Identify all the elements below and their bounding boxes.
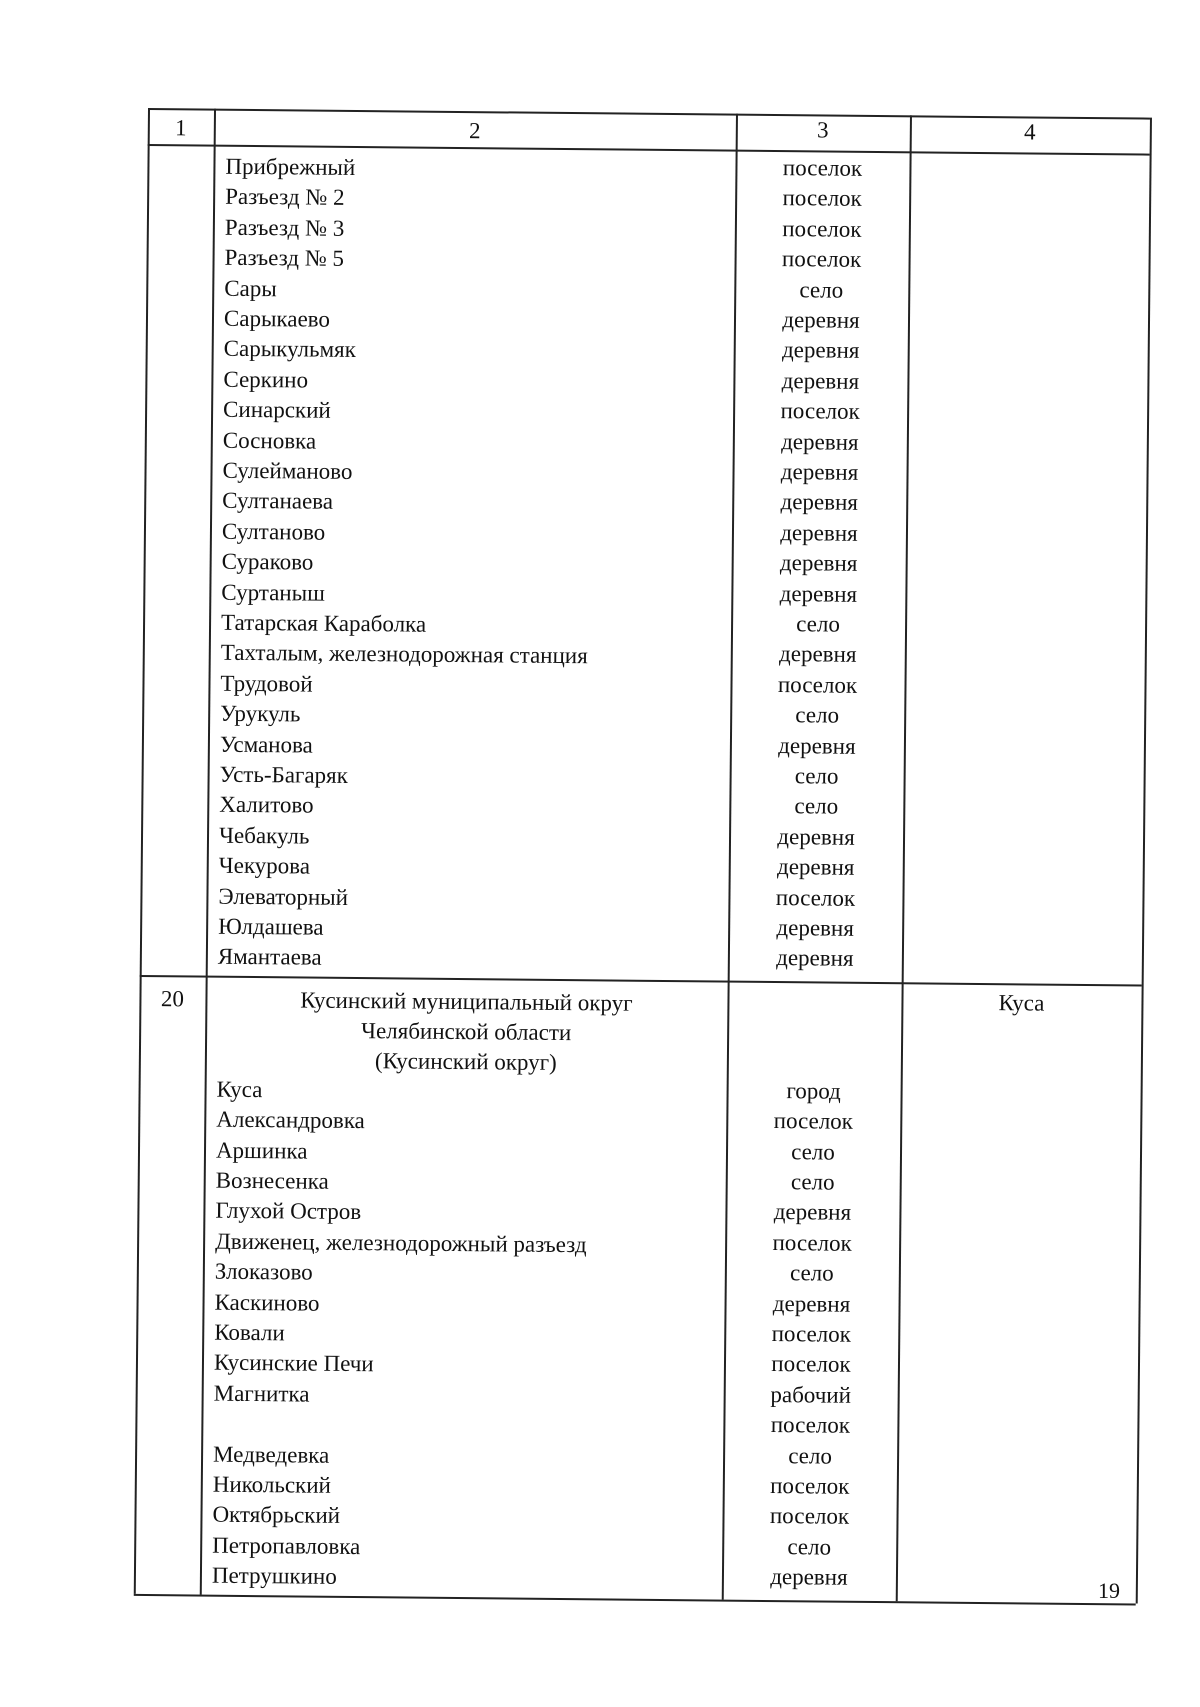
settlement-type: рабочий: [770, 1381, 852, 1408]
settlement-type: поселок: [772, 1229, 852, 1256]
settlements-table: [1, 0, 1200, 1590]
settlement-name: Сураково: [221, 548, 314, 575]
settlement-name: Элеваторный: [218, 883, 349, 910]
settlement-type: деревня: [779, 580, 858, 607]
header-col-3: 3: [816, 117, 829, 143]
settlement-type: поселок: [773, 1108, 854, 1134]
page-number: 19: [1098, 1578, 1120, 1603]
settlement-name: Магнитка: [213, 1380, 310, 1407]
settlement-type: село: [796, 611, 841, 637]
district-title: (Кусинский округ): [374, 1048, 557, 1075]
settlement-name: Халитово: [219, 792, 314, 818]
header-col-4: 4: [1023, 119, 1036, 145]
settlement-name: Сосновка: [222, 427, 317, 454]
settlement-name: Петропавловка: [212, 1532, 361, 1559]
settlement-name: Тахталым, железнодорожная станция: [220, 640, 588, 669]
settlement-type: деревня: [776, 945, 854, 972]
settlement-type: поселок: [771, 1351, 851, 1378]
settlement-name: Султаново: [221, 518, 326, 545]
col-border-left: [134, 108, 150, 1594]
settlement-name: Урукуль: [220, 700, 301, 727]
row-number: 20: [160, 985, 185, 1012]
settlement-name: Серкино: [223, 366, 309, 393]
settlement-type: поселок: [781, 246, 862, 273]
settlement-type: деревня: [779, 641, 857, 668]
settlement-name: Сарыкаево: [223, 305, 331, 332]
settlement-name: Разъезд № 5: [224, 244, 345, 272]
settlement-type: деревня: [772, 1290, 851, 1317]
settlement-type: деревня: [780, 519, 858, 546]
settlement-type: деревня: [782, 307, 860, 333]
settlement-name: Куса: [216, 1076, 263, 1102]
settlement-type: деревня: [780, 459, 859, 485]
settlement-type: деревня: [778, 732, 856, 759]
settlement-type: город: [786, 1077, 841, 1104]
settlement-type: поселок: [770, 1473, 850, 1499]
settlement-name: Усманова: [219, 731, 313, 758]
settlement-type: поселок: [782, 155, 863, 181]
table-bottom-border: [134, 1594, 1136, 1606]
settlement-type: поселок: [777, 671, 858, 698]
settlement-type: деревня: [781, 367, 860, 394]
settlement-name: Сары: [224, 275, 277, 301]
settlement-type: деревня: [776, 854, 855, 880]
settlement-type: село: [789, 1260, 834, 1286]
settlement-type: деревня: [779, 550, 858, 576]
settlement-name: Синарский: [223, 396, 331, 423]
section-divider: [140, 975, 1142, 987]
settlement-name: Суртаныш: [221, 579, 325, 606]
settlement-name: Чекурова: [218, 852, 311, 879]
settlement-type: деревня: [776, 915, 854, 941]
settlement-type: деревня: [781, 428, 859, 455]
district-title: Челябинской области: [360, 1017, 572, 1045]
settlement-name: Сулейманово: [222, 457, 353, 484]
settlement-name: Сарыкульмяк: [223, 336, 356, 363]
settlement-type: село: [791, 1138, 835, 1165]
settlement-name: Чебакуль: [218, 822, 310, 849]
settlement-name: Разъезд № 3: [224, 214, 345, 241]
settlement-name: Злоказово: [214, 1258, 313, 1285]
settlement-name: Ямантаева: [217, 944, 322, 971]
settlement-type: село: [794, 763, 839, 789]
settlement-name: Каскиново: [214, 1289, 320, 1316]
settlement-name: Юлдашева: [218, 913, 324, 940]
settlement-name: Петрушкино: [211, 1562, 337, 1590]
settlement-type: деревня: [781, 337, 860, 364]
col-border-right: [1136, 118, 1152, 1604]
settlement-type: поселок: [769, 1503, 850, 1530]
header-col-1: 1: [174, 115, 187, 141]
settlement-name: Трудовой: [220, 670, 313, 697]
settlement-type: поселок: [770, 1412, 851, 1438]
settlement-type: поселок: [782, 215, 862, 242]
settlement-type: поселок: [775, 884, 856, 911]
settlement-type: село: [794, 793, 839, 820]
settlement-name: Аршинка: [215, 1137, 308, 1164]
settlement-type: поселок: [780, 398, 860, 425]
district-title: Кусинский муниципальный округ: [300, 987, 633, 1016]
settlement-type: село: [799, 276, 844, 303]
settlement-name: Кусинские Печи: [213, 1350, 374, 1377]
settlement-type: поселок: [771, 1321, 852, 1347]
settlement-name: Глухой Остров: [215, 1198, 362, 1225]
settlement-name: Октябрьский: [212, 1502, 341, 1529]
settlement-type: село: [790, 1169, 835, 1195]
settlement-type: деревня: [773, 1199, 852, 1226]
settlement-name: Движенец, железнодорожный разъезд: [215, 1228, 587, 1258]
settlement-type: село: [795, 702, 840, 728]
settlement-type: поселок: [782, 185, 862, 212]
settlement-name: Султанаева: [222, 488, 334, 515]
settlement-type: деревня: [777, 823, 855, 850]
settlement-name: Никольский: [212, 1471, 332, 1498]
settlement-type: деревня: [780, 489, 859, 516]
settlement-name: Вознесенка: [215, 1167, 329, 1194]
settlement-type: село: [787, 1533, 832, 1560]
settlement-name: Ковали: [214, 1319, 285, 1346]
district-center: Куса: [998, 989, 1045, 1016]
settlement-name: Медведевка: [212, 1441, 330, 1468]
settlement-type: село: [788, 1442, 833, 1469]
header-col-2: 2: [468, 118, 481, 144]
settlement-name: Разъезд № 2: [225, 184, 345, 211]
settlement-type: деревня: [770, 1564, 848, 1590]
settlement-name: Усть-Багаряк: [219, 761, 348, 788]
settlement-name: Прибрежный: [225, 153, 356, 180]
settlement-name: Александровка: [216, 1106, 365, 1134]
settlement-name: Татарская Караболка: [220, 609, 427, 637]
